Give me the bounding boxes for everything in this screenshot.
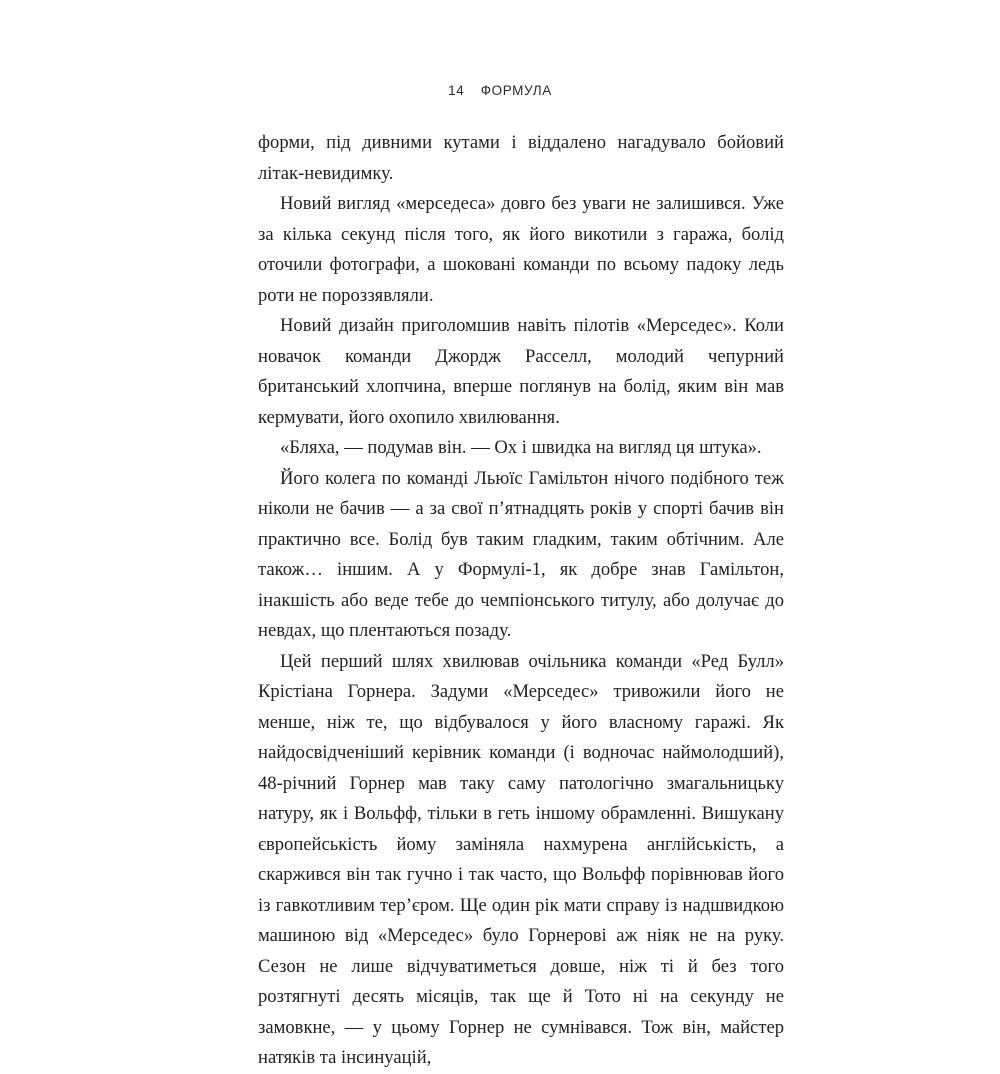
paragraph-continuation: форми, під дивними кутами і віддалено нагадувало бойовий літак-невидимку. xyxy=(258,132,784,184)
page-number: 14 xyxy=(448,83,465,98)
paragraph: Новий вигляд «мерседеса» довго без уваги не залишився. Уже за кілька секунд після того, як його викотили з гаража, болід оточили фотографи, а шоковані команди по всьому падоку ледь роти не пороззявляли. xyxy=(258,193,784,306)
running-head xyxy=(0,82,1000,100)
chapter-title: ФОРМУЛА xyxy=(480,83,552,98)
paragraph: Його колега по команді Льюїс Гамільтон нічого подібного теж ніколи не бачив — а за свої п’ятнадцять років у спорті бачив він практично все. Болід був таким гладким, таким обтічним. Але також… іншим. А у Формулі-1, як добре знав Гамільтон, інакшість або веде тебе до чемпіонського титулу, або долучає до невдах, що плентаються позаду. xyxy=(258,467,784,641)
body-text xyxy=(258,128,784,1074)
paragraph: Новий дизайн приголомшив навіть пілотів «Мерседес». Коли новачок команди Джордж Расселл, молодий чепурний британський хлопчина, вперше поглянув на болід, яким він мав кермувати, його охопило хвилювання. xyxy=(258,315,784,428)
paragraph-quote: «Бляха, — подумав він. — Ох і швидка на вигляд ця штука». xyxy=(280,437,762,458)
paragraph: Цей перший шлях хвилював очільника команди «Ред Булл» Крістіана Горнера. Задуми «Мерседес» тривожили його не менше, ніж те, що відбувалося у його власному гаражі. Як найдосвідченіший керівник команди (і водночас наймолодший), 48-річний Горнер мав таку саму патологічно змагальницьку натуру, як і Вольфф, тільки в геть іншому обрамленні. Вишукану європейськість йому заміняла нахмурена англійськість, а скаржився він так гучно і так часто, що Вольфф порівнював його із гавкотливим тер’єром. Ще один рік мати справу із надшвидкою машиною від «Мерседес» було Горнерові аж ніяк не на руку. Сезон не лише відчуватиметься довше, ніж ті й без того розтягнуті десять місяців, так ще й Тото ні на секунду не замовкне, — у цьому Горнер не сумнівався. Тож він, майстер натяків та інсинуацій, xyxy=(258,650,784,1068)
